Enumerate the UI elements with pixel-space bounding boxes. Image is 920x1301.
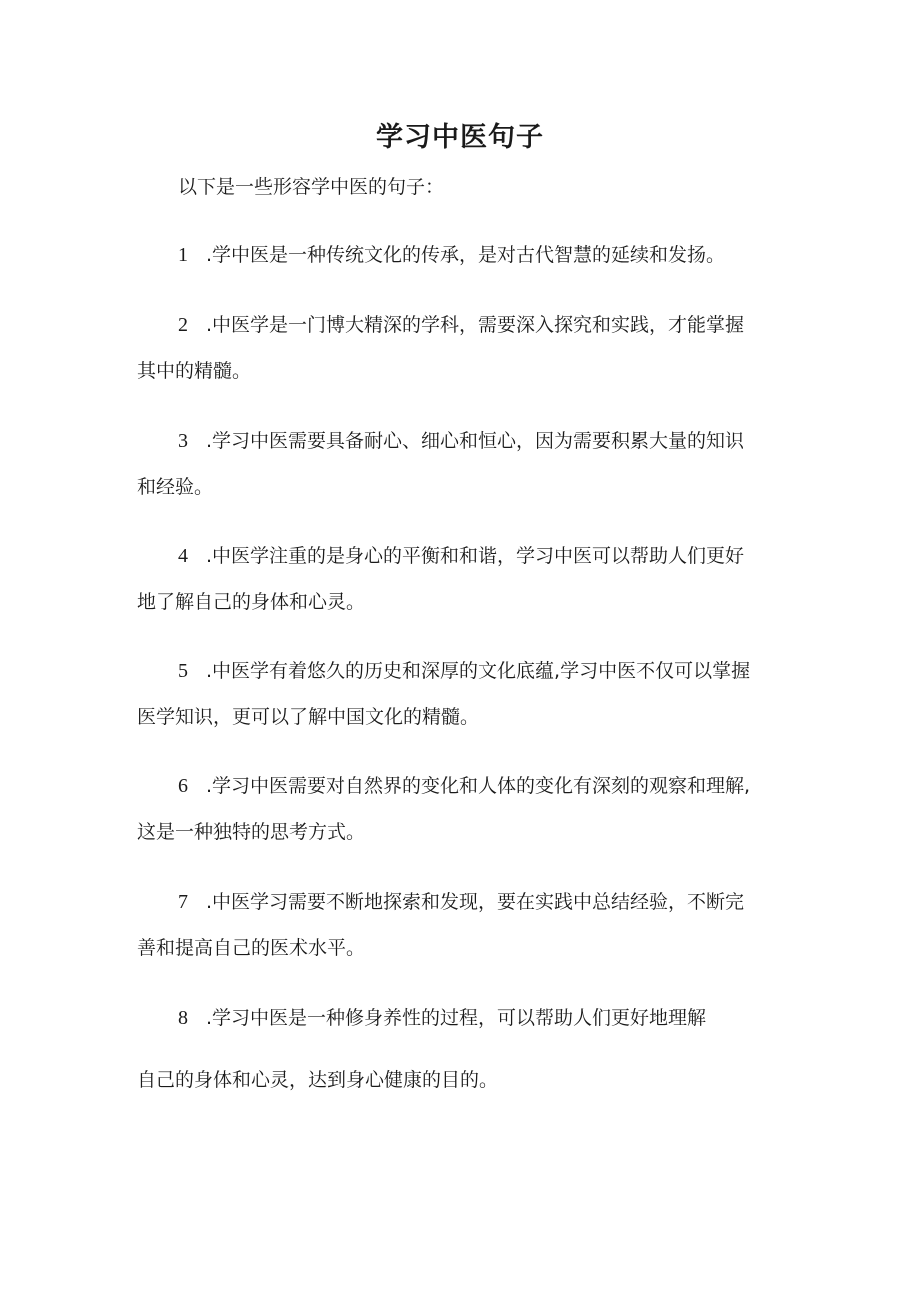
sentence-text: .中医学习需要不断地探索和发现，要在实践中总结经验，不断完 [206, 891, 745, 913]
sentence-item-1 [137, 232, 797, 278]
sentence-line [137, 648, 797, 694]
sentence-number: 6 [178, 775, 188, 797]
sentence-text: .学习中医是一种修身养性的过程，可以帮助人们更好地理解 [206, 1007, 707, 1029]
sentence-text: .学中医是一种传统文化的传承，是对古代智慧的延续和发扬。 [206, 244, 726, 266]
sentence-line [137, 995, 797, 1041]
sentence-line [137, 302, 797, 348]
sentence-number: 4 [178, 545, 188, 567]
sentence-line [137, 418, 797, 464]
sentence-number: 5 [178, 660, 188, 682]
intro-text: 以下是一些形容学中医的句子： [178, 176, 445, 198]
sentence-continuation: 医学知识，更可以了解中国文化的精髓。 [137, 706, 480, 728]
sentence-line [137, 533, 797, 579]
sentence-text: .学习中医需要对自然界的变化和人体的变化有深刻的观察和理解, [206, 775, 751, 797]
sentence-number: 3 [178, 430, 188, 452]
sentence-continuation: 自己的身体和心灵，达到身心健康的目的。 [137, 1069, 499, 1091]
sentence-number: 2 [178, 314, 188, 336]
sentence-text: .中医学是一门博大精深的学科，需要深入探究和实践，才能掌握 [206, 314, 745, 336]
sentence-item-6 [137, 763, 797, 855]
sentence-item-2 [137, 302, 797, 394]
sentence-text: .学习中医需要具备耐心、细心和恒心，因为需要积累大量的知识 [206, 430, 745, 452]
sentence-item-3 [137, 418, 797, 510]
sentence-number: 1 [178, 244, 188, 266]
sentence-item-5 [137, 648, 797, 740]
sentence-line [137, 763, 797, 809]
sentence-continuation: 地了解自己的身体和心灵。 [137, 591, 366, 613]
sentence-item-8 [137, 995, 797, 1103]
sentence-text: .中医学注重的是身心的平衡和和谐，学习中医可以帮助人们更好 [206, 545, 745, 567]
sentence-continuation: 这是一种独特的思考方式。 [137, 821, 366, 843]
sentence-item-4 [137, 533, 797, 625]
sentence-number: 7 [178, 891, 188, 913]
sentence-item-7 [137, 879, 797, 971]
sentence-number: 8 [178, 1007, 188, 1029]
sentence-continuation: 善和提高自己的医术水平。 [137, 937, 366, 959]
document-title: 学习中医句子 [376, 122, 544, 153]
sentence-continuation: 其中的精髓。 [137, 360, 252, 382]
sentence-line [137, 879, 797, 925]
sentence-continuation: 和经验。 [137, 476, 214, 498]
sentence-text: .中医学有着悠久的历史和深厚的文化底蕴,学习中医不仅可以掌握 [206, 660, 751, 682]
sentence-line [137, 232, 797, 278]
